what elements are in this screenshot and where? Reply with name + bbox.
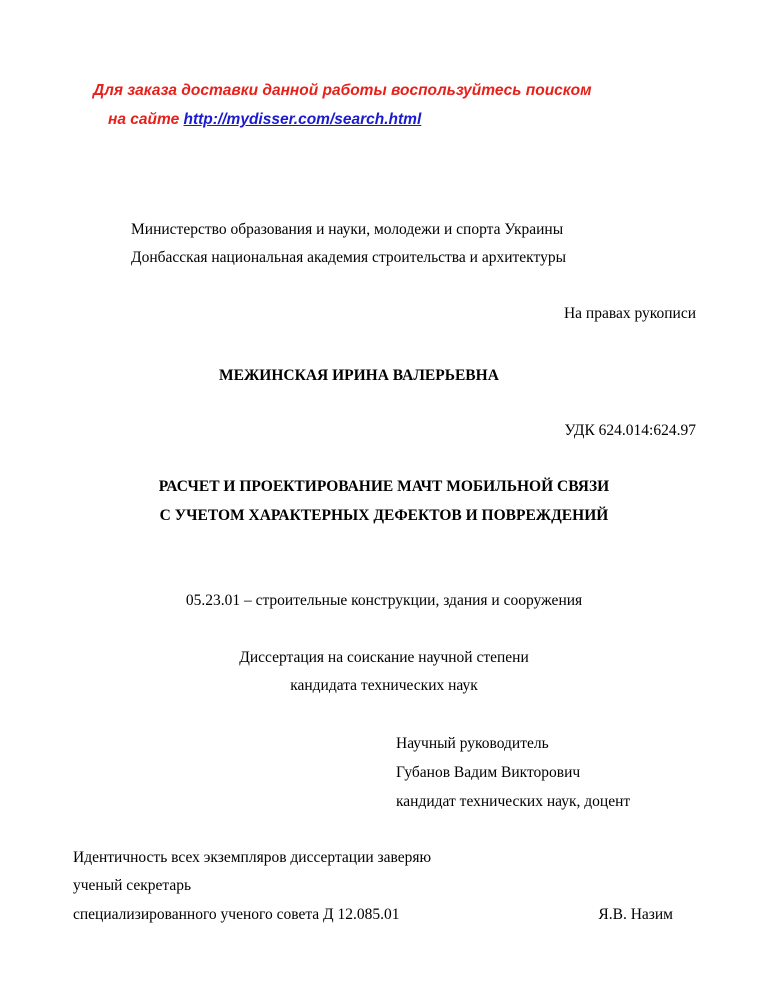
dissertation-title-line2: С УЧЕТОМ ХАРАКТЕРНЫХ ДЕФЕКТОВ И ПОВРЕЖДЕНИЙ [159, 507, 609, 524]
academy-name: Донбасская национальная академия строительства и архитектуры [131, 249, 566, 266]
dissertation-title-line1: РАСЧЕТ И ПРОЕКТИРОВАНИЕ МАЧТ МОБИЛЬНОЙ СВЯЗИ [158, 478, 610, 495]
supervisor-name: Губанов Вадим Викторович [396, 764, 581, 781]
ministry-name: Министерство образования и науки, молодежи и спорта Украины [131, 221, 564, 238]
certification-line2: ученый секретарь [73, 877, 192, 894]
udk-code: УДК 624.014:624.97 [564, 422, 696, 439]
specialty: 05.23.01 – строительные конструкции, здания и сооружения [185, 592, 583, 609]
order-link[interactable]: http://mydisser.com/search.html [183, 111, 422, 128]
supervisor-title: кандидат технических наук, доцент [396, 793, 631, 810]
certification-line1: Идентичность всех экземпляров диссертации заверяю [73, 849, 432, 866]
degree-line1: Диссертация на соискание научной степени [239, 649, 529, 666]
secretary-signature-name: Я.В. Назим [598, 906, 673, 923]
degree-line2: кандидата технических наук [290, 677, 478, 694]
order-notice-line2 [108, 111, 421, 129]
author-name: МЕЖИНСКАЯ ИРИНА ВАЛЕРЬЕВНА [219, 367, 499, 384]
order-notice-line1: Для заказа доставки данной работы воспользуйтесь поиском [93, 82, 592, 99]
supervisor-label: Научный руководитель [396, 735, 549, 752]
manuscript-note: На правах рукописи [563, 305, 696, 322]
order-notice-prefix: на сайте [108, 111, 180, 128]
certification-line3: специализированного ученого совета Д 12.085.01 [73, 906, 400, 923]
